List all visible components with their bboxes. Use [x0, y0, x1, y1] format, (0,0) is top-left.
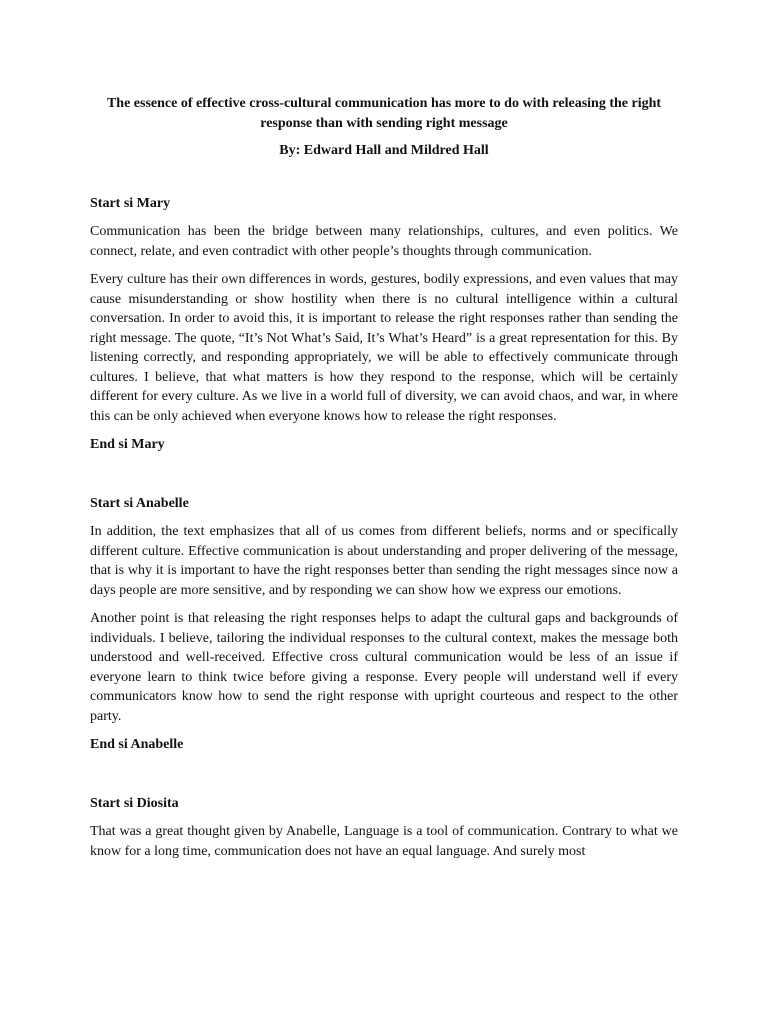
- document-authors: By: Edward Hall and Mildred Hall: [279, 143, 489, 158]
- section-diosita: [90, 794, 678, 862]
- section-end-label: End si Anabelle: [90, 737, 184, 752]
- paragraph: Every culture has their own differences in words, gestures, bodily expressions, and even values that may cause misunderstanding or show hostility when there is no cultural intelligence within a cultural conversation. In order to avoid this, it is important to release the right responses rather than sending the right message. The quote, “It’s Not What’s Said, It’s What’s Heard” is a great representation for this. By listening correctly, and responding appropriately, we will be able to effectively communicate through cultures. I believe, that what matters is how they respond to the response, which will be certainly different for every culture. As we live in a world full of diversity, we can avoid chaos, and war, in where this can be only achieved when everyone knows how to release the right responses.: [90, 272, 678, 424]
- paragraph: That was a great thought given by Anabelle, Language is a tool of communication. Contrary to what we know for a long time, communication does not have an equal language. And surely most: [90, 824, 678, 859]
- section-start-label: Start si Anabelle: [90, 495, 189, 511]
- document-page: [90, 94, 678, 861]
- section-mary: [90, 194, 678, 455]
- paragraph: In addition, the text emphasizes that all of us comes from different beliefs, norms and or specifically different culture. Effective communication is about understanding and proper delivering of the message, that is why it is important to have the right responses better than sending the right messages since now a days people are more sensitive, and by responding we can show how we express our emotions.: [90, 524, 678, 598]
- section-start-label: Start si Mary: [90, 195, 171, 211]
- section-start-label: Start si Diosita: [90, 795, 179, 811]
- paragraph: Another point is that releasing the right responses helps to adapt the cultural gaps and backgrounds of individuals. I believe, tailoring the individual responses to the cultural context, makes the message both understood and well-received. Effective cross cultural communication would be less of an issue if everyone learn to think twice before giving a response. Every people will understand well if every communicators know how to send the right response with upright courteous and respect to the other party.: [90, 611, 678, 724]
- paragraph: Communication has been the bridge between many relationships, cultures, and even politics. We connect, relate, and even contradict with other people’s thoughts through communication.: [90, 224, 678, 259]
- section-end-label: End si Mary: [90, 437, 165, 452]
- document-title: The essence of effective cross-cultural communication has more to do with releasing the right response than with sending right message: [106, 96, 662, 131]
- section-anabelle: [90, 494, 678, 755]
